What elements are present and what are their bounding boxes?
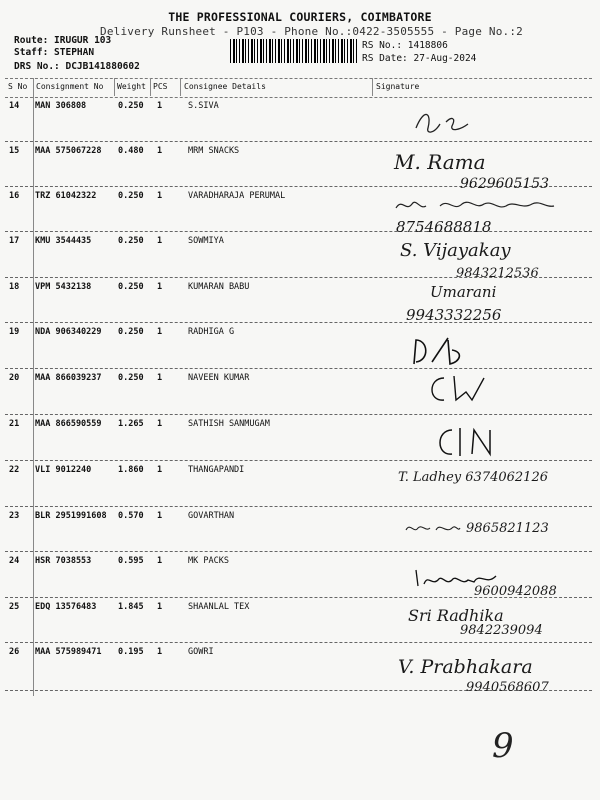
- header-sno: S No: [8, 82, 28, 91]
- column-divider: [114, 78, 115, 96]
- header-consignee: Consignee Details: [184, 82, 266, 91]
- row-sno: 14: [9, 101, 20, 111]
- row-pcs: 1: [157, 511, 163, 521]
- row-consignment: VPM 5432138: [35, 282, 92, 292]
- row-consignment: EDQ 13576483: [35, 602, 97, 612]
- row-consignee: RADHIGA G: [188, 327, 235, 337]
- table-row: [5, 97, 592, 141]
- signature-name: S. Vijayakay: [400, 240, 511, 261]
- signature-name: Umarani: [430, 283, 497, 301]
- header-signature: Signature: [376, 82, 420, 91]
- signature-phone: 9600942088: [474, 584, 557, 599]
- row-consignee: SOWMIYA: [188, 236, 224, 246]
- barcode: [230, 39, 358, 63]
- row-pcs: 1: [157, 602, 163, 612]
- row-weight: 0.570: [118, 511, 144, 521]
- row-sno: 18: [9, 282, 20, 292]
- row-consignment: NDA 906340229: [35, 327, 102, 337]
- rs-date: RS Date: 27-Aug-2024: [362, 53, 477, 64]
- rs-number: RS No.: 1418806: [362, 40, 448, 51]
- row-pcs: 1: [157, 465, 163, 475]
- row-consignee: SHAANLAL TEX: [188, 602, 250, 612]
- table-row: [5, 415, 592, 460]
- row-weight: 0.250: [118, 101, 144, 111]
- row-pcs: 1: [157, 556, 163, 566]
- row-consignee: NAVEEN KUMAR: [188, 373, 250, 383]
- row-sno: 21: [9, 419, 20, 429]
- route-label: Route: IRUGUR 103: [14, 35, 112, 46]
- row-sno: 23: [9, 511, 20, 521]
- row-weight: 0.480: [118, 146, 144, 156]
- row-consignment: BLR 2951991608: [35, 511, 107, 521]
- document-title: THE PROFESSIONAL COURIERS, COIMBATORE: [168, 10, 432, 24]
- table-row: [5, 369, 592, 414]
- row-consignment: HSR 7038553: [35, 556, 92, 566]
- signature-phone: 9629605153: [460, 176, 550, 192]
- row-sno: 25: [9, 602, 20, 612]
- signature-scribble: [410, 104, 490, 142]
- row-consignment: MAA 866039237: [35, 373, 102, 383]
- row-pcs: 1: [157, 373, 163, 383]
- runsheet-subtitle: Delivery Runsheet - P103 - Phone No.:0422-3505555 - Page No.:2: [100, 25, 523, 38]
- row-sno: 20: [9, 373, 20, 383]
- row-consignment: VLI 9012240: [35, 465, 92, 475]
- row-weight: 0.595: [118, 556, 144, 566]
- row-weight: 0.250: [118, 373, 144, 383]
- row-pcs: 1: [157, 236, 163, 246]
- row-weight: 1.845: [118, 602, 144, 612]
- signature-name: V. Prabhakara: [398, 656, 533, 678]
- row-weight: 0.250: [118, 282, 144, 292]
- column-divider: [150, 78, 151, 96]
- row-pcs: 1: [157, 282, 163, 292]
- row-pcs: 1: [157, 191, 163, 201]
- signature-phone: 9842239094: [460, 623, 543, 638]
- row-consignment: KMU 3544435: [35, 236, 92, 246]
- row-consignment: MAA 575067228: [35, 146, 102, 156]
- row-sno: 16: [9, 191, 20, 201]
- row-weight: 0.250: [118, 236, 144, 246]
- column-divider: [372, 78, 373, 96]
- staff-label: Staff: STEPHAN: [14, 47, 95, 58]
- row-weight: 0.195: [118, 647, 144, 657]
- drs-number: DRS No.: DCJB141880602: [14, 61, 140, 72]
- row-weight: 0.250: [118, 327, 144, 337]
- row-consignment: TRZ 61042322: [35, 191, 97, 201]
- signature-tamil-name: [392, 194, 562, 220]
- row-sno: 15: [9, 146, 20, 156]
- signature-scribble: [424, 372, 490, 410]
- table-row: [5, 323, 592, 368]
- row-consignment: MAN 306808: [35, 101, 87, 111]
- column-divider: [180, 78, 181, 96]
- row-consignee: GOWRI: [188, 647, 214, 657]
- row-weight: 1.265: [118, 419, 144, 429]
- row-sno: 17: [9, 236, 20, 246]
- page-mark: 9: [492, 726, 514, 766]
- row-consignee: SATHISH SANMUGAM: [188, 419, 270, 429]
- signature-name: Sri Radhika: [408, 606, 504, 625]
- row-weight: 0.250: [118, 191, 144, 201]
- row-consignee: MRM SNACKS: [188, 146, 240, 156]
- row-consignment: MAA 866590559: [35, 419, 102, 429]
- signature-phone: 9943332256: [406, 306, 502, 324]
- row-weight: 1.860: [118, 465, 144, 475]
- signature-scribble: [432, 424, 496, 464]
- row-consignee: THANGAPANDI: [188, 465, 245, 475]
- row-pcs: 1: [157, 101, 163, 111]
- signature-name: T. Ladhey 6374062126: [398, 470, 548, 485]
- row-sno: 19: [9, 327, 20, 337]
- row-sno: 22: [9, 465, 20, 475]
- row-consignment: MAA 575989471: [35, 647, 102, 657]
- row-pcs: 1: [157, 146, 163, 156]
- signature-phone: 8754688818: [396, 218, 492, 236]
- row-consignee: VARADHARAJA PERUMAL: [188, 191, 286, 201]
- header-pcs: PCS: [153, 82, 168, 91]
- row-consignee: S.SIVA: [188, 101, 219, 111]
- signature-phone: 9865821123: [466, 521, 549, 536]
- signature-tamil-name: [404, 520, 462, 540]
- header-consignment: Consignment No: [36, 82, 104, 91]
- signature-phone: 9843212536: [456, 266, 539, 281]
- row-pcs: 1: [157, 327, 163, 337]
- row-consignee: MK PACKS: [188, 556, 229, 566]
- row-sno: 26: [9, 647, 20, 657]
- row-consignee: GOVARTHAN: [188, 511, 235, 521]
- table-row: [5, 278, 592, 322]
- row-pcs: 1: [157, 419, 163, 429]
- row-consignee: KUMARAN BABU: [188, 282, 250, 292]
- row-sno: 24: [9, 556, 20, 566]
- signature-scribble: [408, 334, 472, 372]
- header-weight: Weight: [117, 82, 146, 91]
- signature-name: M. Rama: [394, 150, 486, 174]
- signature-phone: 9940568607: [466, 680, 549, 695]
- row-pcs: 1: [157, 647, 163, 657]
